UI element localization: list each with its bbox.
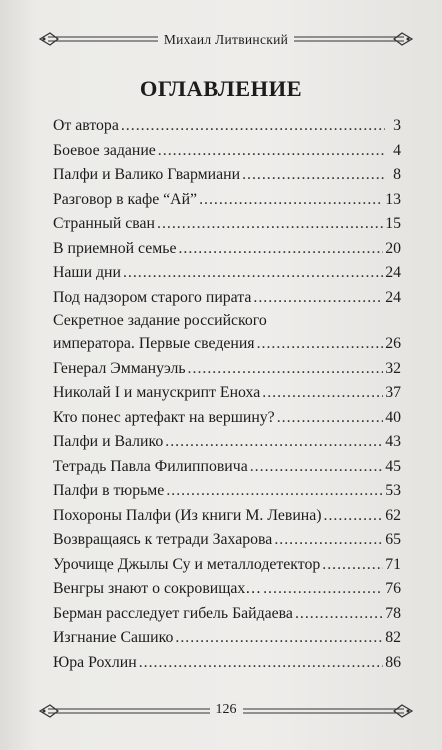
toc-entry-title: Тетрадь Павла Филипповича bbox=[53, 457, 248, 475]
toc-entry-page-number: 62 bbox=[385, 506, 401, 524]
dot-leader bbox=[242, 163, 385, 188]
toc-entry-row bbox=[53, 286, 401, 311]
toc-entry bbox=[53, 479, 401, 504]
dot-leader bbox=[121, 114, 385, 139]
toc-entry-page-number: 43 bbox=[385, 433, 401, 450]
toc-entry bbox=[53, 553, 401, 578]
toc-entry bbox=[53, 310, 401, 357]
toc-entry-page-number: 53 bbox=[385, 482, 401, 499]
dot-leader bbox=[165, 430, 383, 455]
toc-entry bbox=[53, 626, 401, 651]
toc-entry-title: Кто понес артефакт на вершину? bbox=[53, 408, 275, 426]
toc-entry bbox=[53, 577, 401, 602]
toc-entry-title: Урочище Джылы Су и металлодетектор bbox=[53, 555, 321, 573]
toc-entry-title: Венгры знают о сокровищах… bbox=[53, 580, 262, 597]
page-number bbox=[38, 702, 414, 718]
toc-entry-page-number: 45 bbox=[385, 457, 401, 475]
toc-entry-page-number: 13 bbox=[385, 190, 401, 208]
toc-entry bbox=[53, 651, 401, 676]
toc-entry-title-line: Секретное задание российского bbox=[53, 312, 267, 329]
toc-entry-row bbox=[53, 602, 401, 627]
dot-leader bbox=[277, 406, 384, 431]
toc-entry bbox=[53, 286, 401, 311]
toc-entry-title: Юра Рохлин bbox=[53, 653, 137, 671]
toc-entry bbox=[53, 381, 401, 406]
dot-leader bbox=[175, 626, 383, 651]
dot-leader bbox=[139, 651, 384, 676]
dot-leader bbox=[262, 381, 383, 406]
toc-entry-row bbox=[53, 237, 401, 262]
toc-entry-row bbox=[53, 651, 401, 676]
toc-entry-row bbox=[53, 114, 401, 139]
dot-leader bbox=[188, 357, 384, 382]
toc-entry-row bbox=[53, 212, 401, 237]
toc-entry-row bbox=[53, 163, 401, 188]
toc-entry-page-number: 86 bbox=[385, 653, 401, 671]
toc-entry-page-number: 37 bbox=[385, 384, 401, 401]
toc-entry-page-number: 40 bbox=[385, 408, 401, 426]
toc-entry-title: императора. Первые сведения bbox=[53, 335, 255, 352]
toc-entry-title: Возвращаясь к тетради Захарова bbox=[53, 531, 273, 548]
dot-leader bbox=[250, 455, 383, 480]
toc-entry bbox=[53, 528, 401, 553]
toc-entry bbox=[53, 602, 401, 627]
toc-entry-row bbox=[53, 139, 401, 164]
toc-entry bbox=[53, 430, 401, 455]
toc-entry-row bbox=[53, 332, 401, 357]
dot-leader bbox=[295, 602, 383, 627]
toc-entry-row bbox=[53, 430, 401, 455]
table-of-contents bbox=[53, 114, 401, 675]
toc-entry bbox=[53, 261, 401, 286]
toc-entry-page-number: 71 bbox=[385, 555, 401, 573]
toc-entry-title: Берман расследует гибель Байдаева bbox=[53, 604, 293, 622]
toc-entry-title: Под надзором старого пирата bbox=[53, 288, 252, 306]
toc-entry-title: Николай I и манускрипт Еноха bbox=[53, 384, 261, 401]
toc-entry-page-number: 8 bbox=[393, 166, 401, 183]
toc-entry-title: Странный сван bbox=[53, 215, 155, 232]
toc-entry bbox=[53, 114, 401, 139]
toc-entry bbox=[53, 237, 401, 262]
running-head bbox=[38, 32, 414, 48]
toc-entry-page-number: 76 bbox=[385, 580, 401, 597]
toc-entry-title: Палфи в тюрьме bbox=[53, 482, 165, 499]
toc-entry-page-number: 4 bbox=[393, 141, 401, 159]
toc-entry-row bbox=[53, 479, 401, 504]
toc-entry-row bbox=[53, 577, 401, 602]
toc-entry-page-number: 78 bbox=[385, 604, 401, 622]
dot-leader bbox=[253, 286, 383, 311]
toc-entry-title: Наши дни bbox=[53, 264, 121, 281]
toc-entry bbox=[53, 455, 401, 480]
toc-entry-row bbox=[53, 504, 401, 529]
running-head-text: Михаил Литвинский bbox=[158, 32, 294, 47]
dot-leader bbox=[324, 504, 384, 529]
toc-entry-page-number: 3 bbox=[393, 117, 401, 134]
toc-entry bbox=[53, 357, 401, 382]
toc-entry-row bbox=[53, 455, 401, 480]
toc-entry-title: Генерал Эммануэль bbox=[53, 359, 186, 377]
toc-title: ОГЛАВЛЕНИЕ bbox=[139, 76, 303, 101]
toc-entry bbox=[53, 139, 401, 164]
toc-entry-page-number: 20 bbox=[385, 239, 401, 257]
toc-entry-row bbox=[53, 626, 401, 651]
toc-entry-page-number: 24 bbox=[385, 288, 401, 306]
dot-leader bbox=[178, 237, 383, 262]
dot-leader bbox=[166, 479, 383, 504]
toc-entry bbox=[53, 504, 401, 529]
toc-entry-page-number: 65 bbox=[385, 531, 401, 548]
page-number-text: 126 bbox=[210, 702, 243, 717]
toc-entry bbox=[53, 163, 401, 188]
toc-entry-row bbox=[53, 406, 401, 431]
dot-leader bbox=[322, 553, 383, 578]
footer-ornament bbox=[38, 692, 414, 732]
toc-entry-row bbox=[53, 528, 401, 553]
dot-leader bbox=[199, 188, 383, 213]
dot-leader bbox=[123, 261, 383, 286]
toc-entry-title: Палфи и Валико Гвармиани bbox=[53, 166, 241, 183]
toc-entry-row bbox=[53, 261, 401, 286]
toc-entry-row bbox=[53, 381, 401, 406]
dot-leader bbox=[274, 528, 383, 553]
header-ornament bbox=[38, 20, 414, 60]
toc-entry-title: От автора bbox=[53, 117, 119, 134]
toc-entry bbox=[53, 212, 401, 237]
toc-entry-page-number: 32 bbox=[385, 359, 401, 377]
toc-entry-page-number: 15 bbox=[385, 215, 401, 232]
toc-entry-title: Разговор в кафе “Ай” bbox=[53, 190, 198, 208]
dot-leader bbox=[263, 577, 383, 602]
dot-leader bbox=[157, 212, 383, 237]
toc-entry-row bbox=[53, 357, 401, 382]
toc-entry-page-number: 26 bbox=[385, 335, 401, 352]
dot-leader bbox=[257, 332, 384, 357]
toc-entry bbox=[53, 406, 401, 431]
toc-entry bbox=[53, 188, 401, 213]
toc-entry-row bbox=[53, 553, 401, 578]
toc-entry-title: Изгнание Сашико bbox=[53, 629, 174, 646]
toc-entry-page-number: 24 bbox=[385, 264, 401, 281]
toc-entry-title: Палфи и Валико bbox=[53, 433, 164, 450]
toc-entry-title: Похороны Палфи (Из книги М. Левина) bbox=[53, 506, 322, 524]
toc-entry-title: В приемной семье bbox=[53, 239, 177, 257]
dot-leader bbox=[158, 139, 385, 164]
toc-entry-page-number: 82 bbox=[385, 629, 401, 646]
toc-entry-row bbox=[53, 188, 401, 213]
toc-entry-title: Боевое задание bbox=[53, 141, 156, 159]
